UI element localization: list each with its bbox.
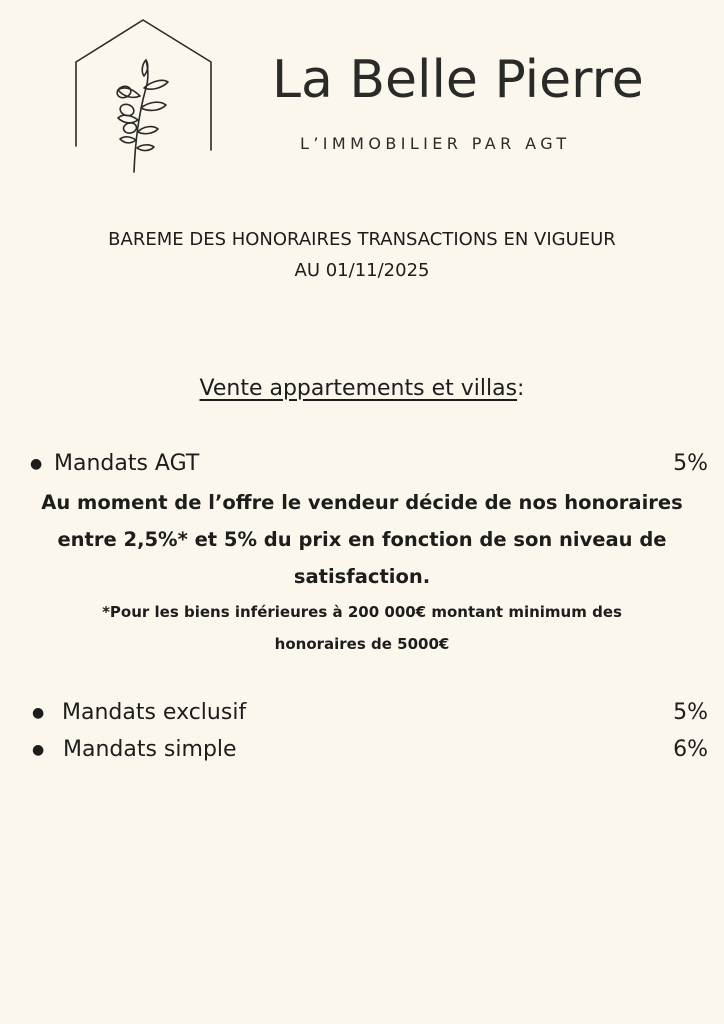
- fee-label: Mandats simple: [63, 737, 237, 762]
- agt-footnote-line: honoraires de 5000€: [274, 635, 450, 653]
- document-title-line-1: BAREME DES HONORAIRES TRANSACTIONS EN VIGUEUR: [108, 229, 616, 250]
- bullet-dot: ●: [32, 742, 45, 758]
- fee-row-exclusif: [0, 697, 724, 729]
- fee-label: Mandats AGT: [54, 451, 200, 476]
- agt-description: [0, 484, 724, 595]
- document-title-line-2: AU 01/11/2025: [294, 260, 430, 281]
- fee-label: Mandats exclusif: [62, 700, 247, 725]
- house-olive-branch-icon: [72, 16, 216, 178]
- brand-name: La Belle Pierre: [272, 50, 644, 110]
- agt-description-line: entre 2,5%* et 5% du prix en fonction de son niveau de: [57, 528, 667, 551]
- section-title-colon: :: [517, 376, 525, 401]
- bullet-dot: ●: [32, 705, 45, 721]
- brand-tagline: L’IMMOBILIER PAR AGT: [300, 134, 571, 153]
- fee-row-agt: [0, 448, 724, 480]
- fee-value: 5%: [673, 451, 708, 476]
- agt-description-line: Au moment de l’offre le vendeur décide de nos honoraires: [41, 491, 683, 514]
- section-title: [0, 372, 724, 406]
- bullet-dot: ●: [30, 456, 43, 472]
- fee-value: 5%: [673, 700, 708, 725]
- agt-footnote-line: *Pour les biens inférieures à 200 000€ montant minimum des: [102, 603, 622, 621]
- fee-value: 6%: [673, 737, 708, 762]
- section-title-text: Vente appartements et villas: [199, 376, 518, 401]
- fee-row-simple: [0, 734, 724, 766]
- agt-footnote: [0, 596, 724, 660]
- agt-description-line: satisfaction.: [293, 565, 431, 588]
